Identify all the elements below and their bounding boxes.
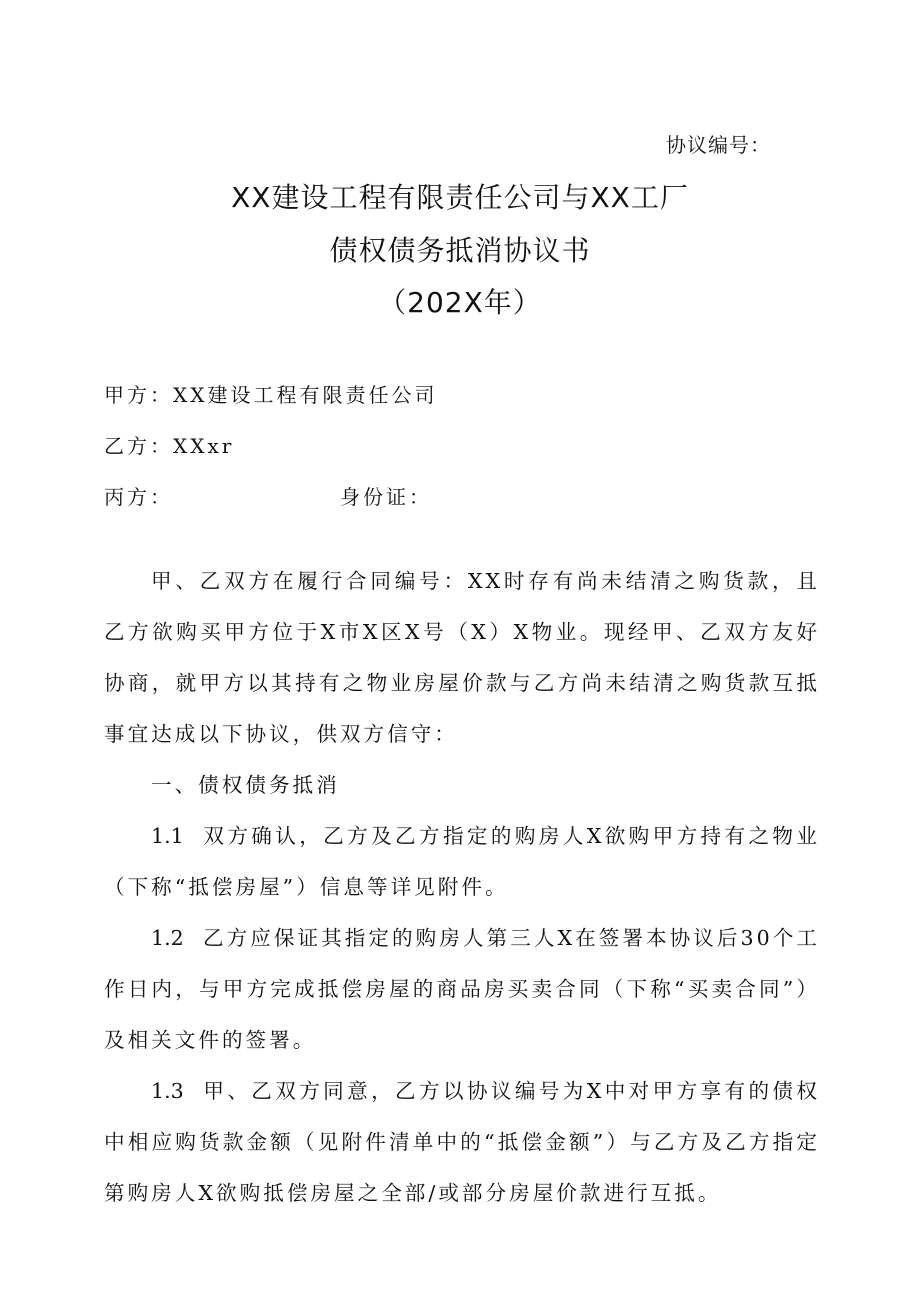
clause-1-1 [104,811,820,913]
clause-number: 1.3 [151,1079,184,1103]
clause-text: 双方确认，乙方及乙方指定的购房人X欲购甲方持有之物业（下称“抵偿房屋”）信息等详见附件。 [104,824,820,899]
clause-number: 1.2 [151,926,184,950]
agreement-number-label: 协议编号： [666,133,771,157]
clause-number: 1.1 [151,824,184,848]
id-card-label: 身份证： [340,485,432,509]
party-b: 乙方：XXxr [104,434,235,458]
intro-paragraph: 甲、乙双方在履行合同编号：XX时存有尚未结清之购货款，且乙方欲购买甲方位于X市X区X号（X）X物业。现经甲、乙双方友好协商，就甲方以其持有之物业房屋价款与乙方尚未结清之购货款互抵事宜达成以下协议，供双方信守： [104,569,820,746]
party-a: 甲方：XX建设工程有限责任公司 [104,383,438,407]
section-1-heading: 一、债权债务抵消 [151,773,340,797]
document-title-year: （202X年） [378,286,542,319]
document-title-line-2: 债权债务抵消协议书 [329,234,591,267]
clause-text: 乙方应保证其指定的购房人第三人X在签署本协议后30个工作日内，与甲方完成抵偿房屋的商品房买卖合同（下称“买卖合同”）及相关文件的签署。 [104,926,820,1052]
clause-text: 甲、乙双方同意，乙方以协议编号为X中对甲方享有的债权中相应购货款金额（见附件清单中的“抵偿金额”）与乙方及乙方指定第购房人X欲购抵偿房屋之全部/或部分房屋价款进行互抵。 [104,1079,820,1205]
clause-1-2 [104,913,820,1066]
clause-1-3 [104,1066,820,1219]
document-title-line-1: XX建设工程有限责任公司与XX工厂 [231,181,689,214]
party-c: 丙方： [104,485,173,509]
